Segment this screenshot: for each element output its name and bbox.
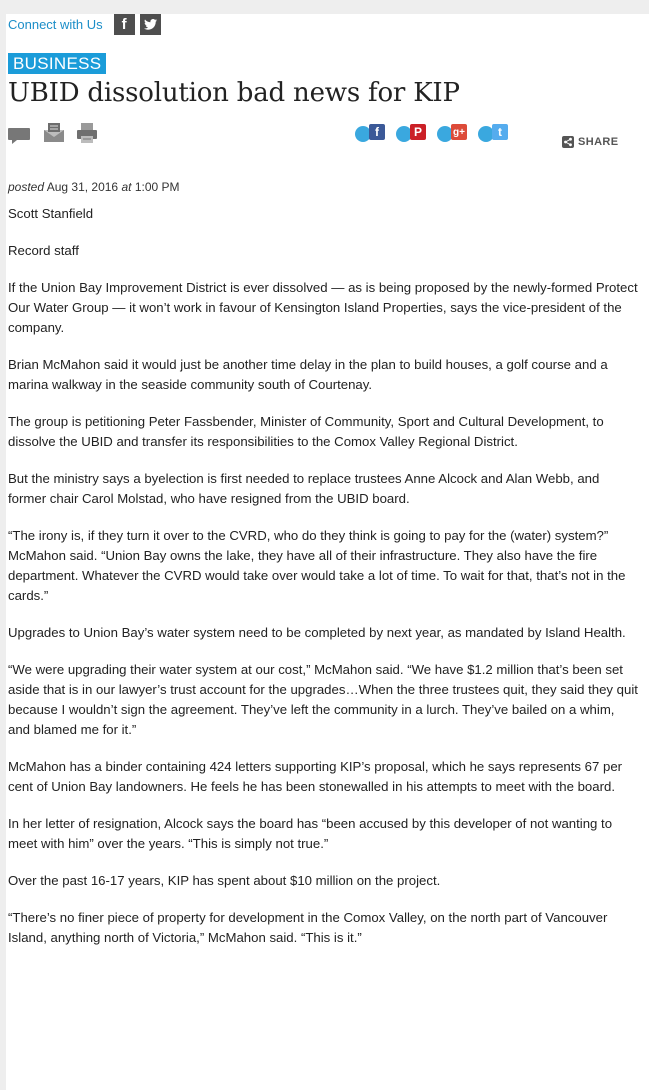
post-date	[8, 180, 180, 194]
posted-time: 1:00 PM	[134, 180, 180, 194]
share-label: SHARE	[578, 136, 619, 148]
posted-label: posted	[8, 180, 45, 194]
share-button[interactable]	[562, 136, 619, 148]
pinterest-share-icon[interactable]	[396, 124, 426, 144]
connect-label[interactable]: Connect with Us	[8, 17, 103, 32]
category-badge[interactable]: BUSINESS	[8, 53, 106, 74]
facebook-share-icon[interactable]	[355, 124, 385, 144]
article-paragraph: Upgrades to Union Bay’s water system need to be completed by next year, as mandated by Island Health.	[8, 625, 626, 640]
article-paragraph: If the Union Bay Improvement District is ever dissolved — as is being proposed by the newly-formed Protect Our Water Group — it won’t work in favour of Kensington Island Properties, says the vice-president of the company.	[8, 280, 638, 335]
article-paragraph: “The irony is, if they turn it over to the CVRD, who do they think is going to pay for the (water) system?” McMahon said. “Union Bay owns the lake, they have all of their infrastructure. They also have the fire department. Whatever the CVRD would take over would take a lot of time. To wait for that, that’s not in the cards.”	[8, 528, 626, 603]
author-name: Scott Stanfield	[8, 206, 94, 221]
pinterest-glyph: P	[410, 124, 426, 140]
article-headline: UBID dissolution bad news for KIP	[8, 78, 460, 108]
article-paragraph: “There’s no finer piece of property for development in the Comox Valley, on the north part of Vancouver Island, anything north of Victoria,” McMahon said. “This is it.”	[8, 910, 608, 945]
author-role: Record staff	[8, 243, 79, 258]
share-icons	[355, 124, 519, 144]
comment-icon[interactable]	[8, 122, 32, 149]
article-paragraph: Brian McMahon said it would just be another time delay in the plan to build houses, a golf course and a marina walkway in the seaside community south of Courtenay.	[8, 357, 608, 392]
posted-date: Aug 31, 2016	[46, 180, 119, 194]
share-icon	[562, 136, 574, 148]
article-paragraph: Over the past 16-17 years, KIP has spent about $10 million on the project.	[8, 873, 441, 888]
article-paragraph: In her letter of resignation, Alcock says the board has “been accused by this developer of not wanting to meet with him” over the years. “This is simply not true.”	[8, 816, 613, 851]
article-paragraph: The group is petitioning Peter Fassbender, Minister of Community, Sport and Cultural Development, to dissolve the UBID and transfer its responsibilities to the Comox Valley Regional District.	[8, 414, 604, 449]
article-paragraph: But the ministry says a byelection is first needed to replace trustees Anne Alcock and Alan Webb, and former chair Carol Molstad, who have resigned from the UBID board.	[8, 471, 600, 506]
article-paragraph: McMahon has a binder containing 424 letters supporting KIP’s proposal, which he says represents 67 per cent of Union Bay landowners. He feels he has been stonewalled in his attempts to meet with the board.	[8, 759, 623, 794]
article-tools	[8, 122, 109, 149]
twitter-glyph: t	[492, 124, 508, 140]
email-icon[interactable]	[43, 122, 65, 149]
article-body	[8, 204, 638, 965]
print-icon[interactable]	[76, 122, 98, 149]
twitter-icon[interactable]	[140, 14, 161, 35]
at-label: at	[121, 180, 132, 194]
facebook-glyph: f	[369, 124, 385, 140]
article-paragraph: “We were upgrading their water system at our cost,” McMahon said. “We have $1.2 million that’s been set aside that is in our lawyer’s trust account for the upgrades…When the three trustees quit, they said they quit because I wouldn’t sign the agreement. They’ve left the community in a lurch. They’ve bailed on a whim, and blamed me for it.”	[8, 662, 638, 737]
connect-with-us	[8, 14, 161, 35]
google-plus-glyph: g+	[451, 124, 467, 140]
google-plus-share-icon[interactable]	[437, 124, 467, 144]
facebook-icon[interactable]: f	[114, 14, 135, 35]
twitter-share-icon[interactable]	[478, 124, 508, 144]
